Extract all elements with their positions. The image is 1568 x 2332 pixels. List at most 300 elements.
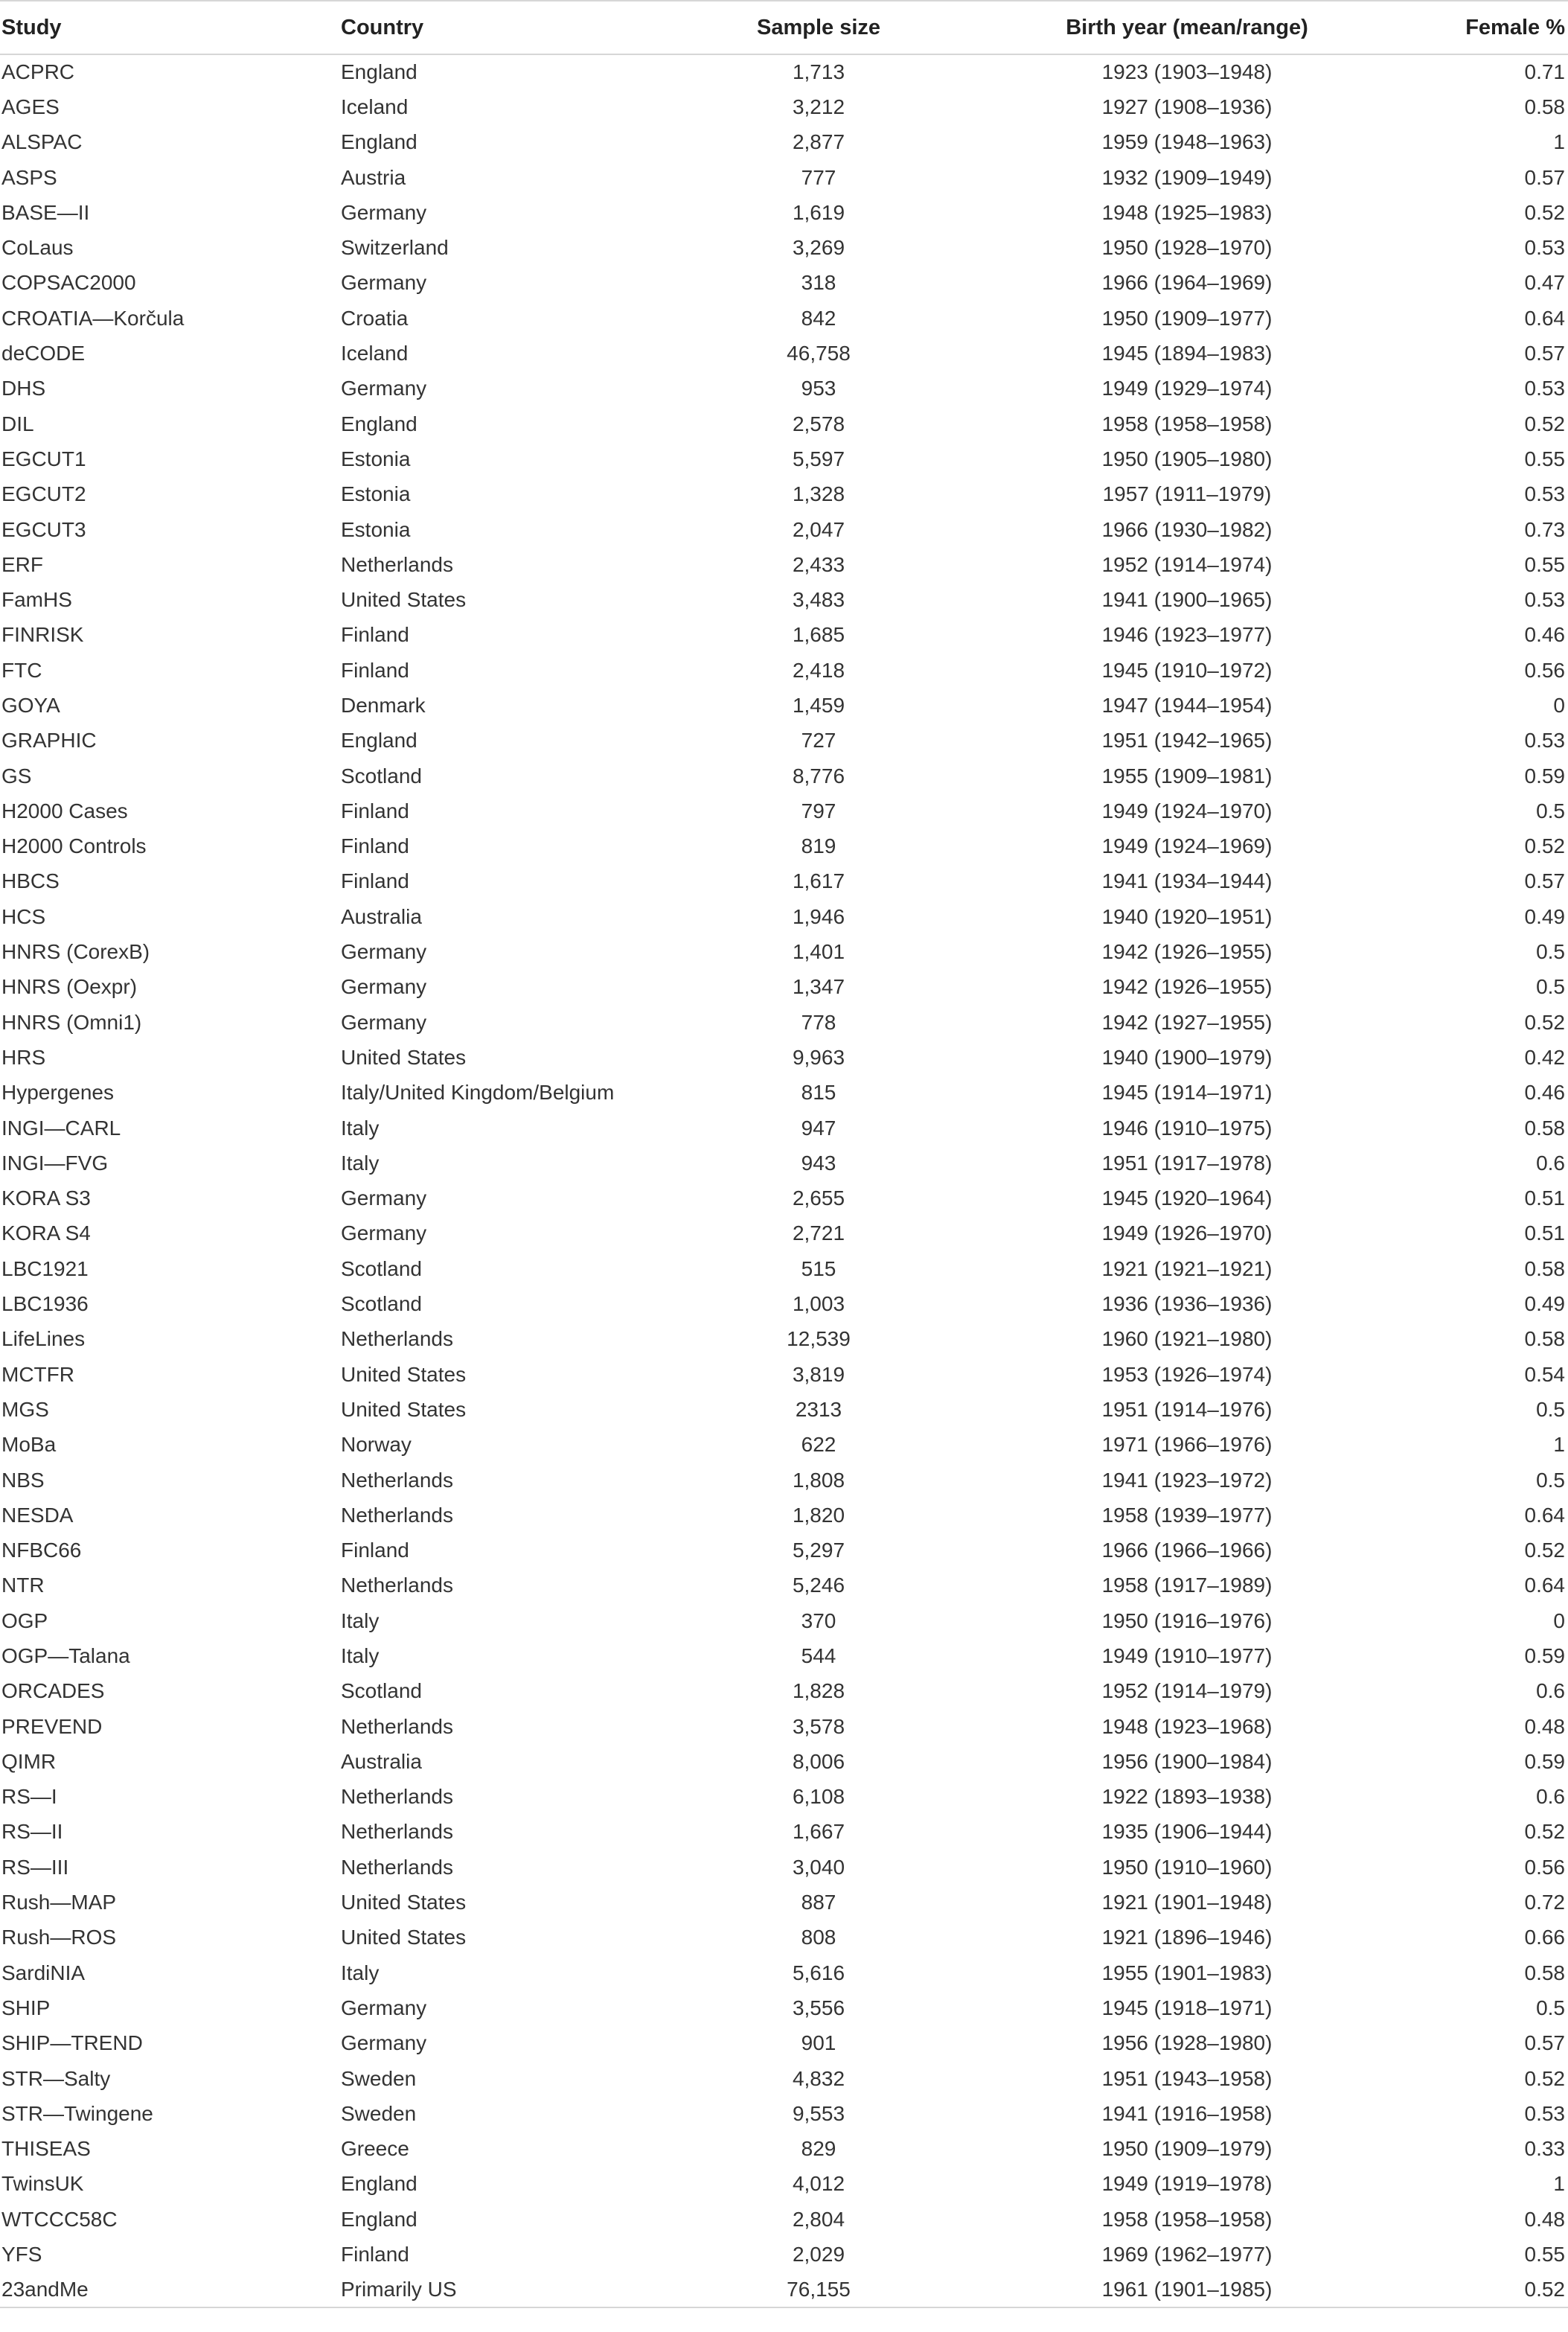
cell-country: Netherlands [341,1574,453,1597]
cell-birth-year: 1932 (1909–1949) [1101,165,1273,189]
table-row [0,1076,1568,1111]
cell-study: STR—Salty [1,2066,111,2090]
header-birth-year: Birth year (mean/range) [997,1,1377,54]
cell-country: Italy/United Kingdom/Belgium [341,1081,615,1105]
cell-birth-year: 1949 (1926–1970) [1101,1221,1273,1245]
cell-birth-year: 1942 (1927–1955) [1101,1010,1273,1034]
cell-country: Germany [341,1010,427,1034]
cell-sample-size: 9,553 [792,2101,845,2125]
cell-birth-year: 1950 (1909–1977) [1101,306,1273,330]
cell-study: KORA S3 [1,1186,91,1210]
cell-birth-year: 1949 (1919–1978) [1101,2172,1273,2196]
cell-country: Primarily US [341,2272,640,2307]
cell-female-percent: 0.55 [1524,552,1565,576]
table-row [0,1603,1568,1638]
cell-country: Germany [341,200,427,224]
cell-sample-size: 943 [801,1151,836,1175]
cell-country: United States [341,1926,467,1949]
cell-birth-year: 1966 (1966–1966) [1101,1539,1273,1562]
table-row [0,1357,1568,1392]
cell-female-percent: 0.48 [1524,2207,1565,2231]
cell-country: Iceland [341,342,409,365]
table-row [0,89,1568,124]
cell-sample-size: 1,946 [792,904,845,928]
cell-female-percent: 0.6 [1536,1679,1565,1703]
cell-country: Italy [341,1961,380,1984]
cell-birth-year: 1950 (1928–1970) [1101,236,1273,260]
cell-birth-year: 1921 (1901–1948) [1101,1891,1273,1914]
cell-study: 23andMe [0,2272,341,2307]
cell-birth-year: 1957 (1911–1979) [1102,482,1272,506]
cell-birth-year: 1958 (1958–1958) [1101,2207,1273,2231]
cell-sample-size: 2,721 [792,1221,845,1245]
cell-country: Italy [341,1116,380,1140]
cell-study: HNRS (Omni1) [1,1010,142,1034]
table-row [0,230,1568,265]
cell-female-percent: 0.57 [1524,2031,1565,2055]
cell-female-percent: 0.52 [1524,1820,1565,1844]
cell-sample-size: 829 [801,2137,836,2161]
cell-birth-year: 1948 (1923–1968) [1101,1714,1273,1738]
cell-female-percent: 0.58 [1524,1961,1565,1984]
cell-female-percent: 0.59 [1524,1644,1565,1667]
cell-country: Netherlands [341,1820,453,1844]
cell-female-percent: 0.53 [1524,729,1565,753]
cell-sample-size: 2,418 [792,658,845,682]
cell-sample-size: 1,619 [792,200,845,224]
table-row [0,2096,1568,2131]
cell-study: RS—I [1,1785,57,1809]
table-row [0,125,1568,160]
cell-birth-year: 1955 (1909–1981) [1101,764,1273,788]
table-row [0,934,1568,969]
cell-country: Estonia [341,482,411,506]
cell-birth-year: 1952 (1914–1979) [1101,1679,1273,1703]
cell-study: PREVEND [1,1714,103,1738]
cell-study: FTC [1,658,42,682]
cell-study: NFBC66 [1,1539,82,1562]
cell-sample-size: 1,685 [792,623,845,647]
cell-country: United States [341,1891,467,1914]
cell-country: United States [341,588,467,612]
header-female-percent: Female % [1377,1,1568,54]
cell-study: LBC1921 [1,1256,89,1280]
table-row [0,653,1568,688]
cell-sample-size: 1,828 [792,1679,845,1703]
cell-sample-size: 515 [801,1256,836,1280]
table-row [0,54,1568,89]
cell-birth-year: 1955 (1901–1983) [1101,1961,1273,1984]
cell-country: Netherlands [341,1503,453,1527]
cell-female-percent: 0.52 [1524,412,1565,435]
cell-study: DIL [1,412,34,435]
cell-study: HBCS [1,869,60,893]
cell-female-percent: 0.5 [1536,1468,1565,1492]
cell-country: England [341,412,417,435]
cell-birth-year: 1921 (1896–1946) [1101,1926,1273,1949]
cell-study: TwinsUK [1,2172,84,2196]
cell-birth-year: 1951 (1942–1965) [1101,729,1273,753]
cell-study: QIMR [1,1749,57,1773]
cell-country: Germany [341,1221,427,1245]
cell-birth-year: 1951 (1917–1978) [1101,1151,1273,1175]
table-row [0,1709,1568,1744]
cell-birth-year: 1951 (1914–1976) [1101,1397,1273,1421]
cell-study: GRAPHIC [1,729,97,753]
cell-study: LBC1936 [1,1292,89,1316]
cell-country: Italy [341,1644,380,1667]
cell-sample-size: 3,212 [792,95,845,118]
cell-sample-size: 953 [801,377,836,400]
cell-female-percent: 1 [1553,2172,1565,2196]
table-row [0,1146,1568,1181]
cell-country: Germany [341,1996,427,2019]
cell-sample-size: 5,597 [792,447,845,470]
cell-female-percent: 0.49 [1524,904,1565,928]
cell-female-percent: 0.72 [1524,1891,1565,1914]
cell-birth-year: 1966 (1930–1982) [1101,517,1273,541]
table-row [0,406,1568,441]
cell-female-percent: 0.47 [1524,271,1565,295]
cell-female-percent: 0.53 [1524,377,1565,400]
header-row [0,1,1568,54]
cell-sample-size: 12,539 [787,1327,851,1351]
cell-study: CROATIA—Korčula [1,306,185,330]
cell-study: KORA S4 [1,1221,91,1245]
cell-study: ASPS [1,165,57,189]
cell-female-percent: 0.52 [1524,200,1565,224]
cell-study: THISEAS [1,2137,91,2161]
cell-birth-year: 1941 (1923–1972) [1101,1468,1273,1492]
cell-study: CoLaus [1,236,74,260]
cell-sample-size: 819 [801,834,836,858]
cell-female-percent: 0.55 [1524,2243,1565,2266]
cell-female-percent: 0.59 [1524,1749,1565,1773]
table-row [0,2202,1568,2237]
cell-study: INGI—CARL [1,1116,121,1140]
cell-country: England [341,130,417,154]
cell-birth-year: 1948 (1925–1983) [1101,200,1273,224]
table-row [0,829,1568,864]
table-row [0,1780,1568,1815]
cell-sample-size: 901 [801,2031,836,2055]
cell-sample-size: 5,616 [792,1961,845,1984]
cell-country: Sweden [341,2066,417,2090]
cell-birth-year: 1961 (1901–1985) [997,2272,1377,2307]
cell-sample-size: 3,269 [792,236,845,260]
cell-birth-year: 1941 (1900–1965) [1101,588,1273,612]
cell-birth-year: 1960 (1921–1980) [1101,1327,1273,1351]
table-row [0,1638,1568,1673]
cell-sample-size: 9,963 [792,1045,845,1069]
cell-birth-year: 1921 (1921–1921) [1101,1256,1273,1280]
cell-country: Estonia [341,517,411,541]
table-row [0,1920,1568,1955]
cell-female-percent: 0.5 [1536,799,1565,822]
table-row [0,1815,1568,1850]
table-row [0,1286,1568,1321]
cell-sample-size: 2,804 [792,2207,845,2231]
table-row [0,477,1568,512]
table-row [0,371,1568,406]
cell-sample-size: 1,617 [792,869,845,893]
cell-birth-year: 1923 (1903–1948) [1101,60,1273,84]
cell-study: RS—III [1,1855,69,1879]
cell-study: COPSAC2000 [1,271,136,295]
cell-study: AGES [1,95,60,118]
cell-birth-year: 1927 (1908–1936) [1101,95,1273,118]
cell-sample-size: 4,012 [792,2172,845,2196]
cell-study: SHIP—TREND [1,2031,143,2055]
cell-country: Scotland [341,1256,422,1280]
cell-sample-size: 6,108 [792,1785,845,1809]
cell-birth-year: 1941 (1934–1944) [1101,869,1273,893]
cell-sample-size: 1,003 [792,1292,845,1316]
table-row [0,160,1568,195]
cell-sample-size: 46,758 [787,342,851,365]
cell-study: FamHS [1,588,72,612]
cell-study: Hypergenes [1,1081,114,1105]
cell-female-percent: 0.54 [1524,1362,1565,1386]
cell-country: Estonia [341,447,411,470]
cell-birth-year: 1950 (1916–1976) [1101,1609,1273,1632]
cell-female-percent: 0.49 [1524,1292,1565,1316]
cell-sample-size: 3,040 [792,1855,845,1879]
cell-birth-year: 1956 (1928–1980) [1101,2031,1273,2055]
table-row [0,2061,1568,2096]
cell-female-percent: 0.59 [1524,764,1565,788]
cell-female-percent: 0.46 [1524,1081,1565,1105]
cell-birth-year: 1958 (1958–1958) [1101,412,1273,435]
table-row [0,1181,1568,1216]
cell-female-percent: 0.48 [1524,1714,1565,1738]
cell-sample-size: 370 [801,1609,836,1632]
table-row [0,1955,1568,1990]
cell-study: deCODE [1,342,86,365]
cell-sample-size: 1,328 [792,482,845,506]
cell-female-percent: 0.53 [1524,588,1565,612]
cell-study: GS [1,764,32,788]
table-row [0,2026,1568,2061]
table-row [0,1428,1568,1463]
cell-country: Finland [341,834,409,858]
cell-sample-size: 2,655 [792,1186,845,1210]
cell-birth-year: 1950 (1910–1960) [1101,1855,1273,1879]
cell-birth-year: 1945 (1920–1964) [1101,1186,1273,1210]
table-row [0,2132,1568,2167]
cell-country: Germany [341,2031,427,2055]
cell-sample-size: 622 [801,1433,836,1457]
table-row [0,1885,1568,1920]
cell-birth-year: 1949 (1929–1974) [1101,377,1273,400]
cell-sample-size: 5,297 [792,1539,845,1562]
cell-sample-size: 947 [801,1116,836,1140]
cell-birth-year: 1942 (1926–1955) [1101,940,1273,964]
cell-country: Germany [341,975,427,999]
table-row [0,1216,1568,1251]
cell-birth-year: 1940 (1900–1979) [1101,1045,1273,1069]
cell-country: Italy [341,1609,380,1632]
cell-country: Finland [341,623,409,647]
cell-female-percent: 0.57 [1524,165,1565,189]
table-row [0,793,1568,828]
table-row [0,1744,1568,1779]
cell-birth-year: 1947 (1944–1954) [1101,693,1273,717]
cell-sample-size: 842 [801,306,836,330]
cell-sample-size: 777 [801,165,836,189]
cell-country: Scotland [341,1679,422,1703]
cell-female-percent: 0.53 [1524,482,1565,506]
table-row [0,1322,1568,1357]
cell-female-percent: 0.51 [1524,1186,1565,1210]
cell-birth-year: 1945 (1918–1971) [1101,1996,1273,2019]
cell-study: INGI—FVG [1,1151,109,1175]
cell-female-percent: 0.57 [1524,869,1565,893]
cell-study: GOYA [1,693,60,717]
table-row [0,1533,1568,1568]
table-row [0,2167,1568,2202]
cell-birth-year: 1941 (1916–1958) [1101,2101,1273,2125]
cell-country: Norway [341,1433,412,1457]
cell-study: NESDA [1,1503,74,1527]
table-row [0,1568,1568,1603]
cell-sample-size: 8,776 [792,764,845,788]
cell-sample-size: 3,819 [792,1362,845,1386]
cell-study: HNRS (Oexpr) [1,975,138,999]
cell-sample-size: 76,155 [640,2272,997,2307]
cell-study: NTR [1,1574,45,1597]
cell-female-percent: 0.51 [1524,1221,1565,1245]
cell-female-percent: 0.52 [1377,2272,1568,2307]
cell-female-percent: 0.64 [1524,306,1565,330]
cell-birth-year: 1945 (1914–1971) [1101,1081,1273,1105]
cell-study: HRS [1,1045,46,1069]
table-row [0,301,1568,336]
cell-sample-size: 727 [801,729,836,753]
cell-birth-year: 1949 (1910–1977) [1101,1644,1273,1667]
table-row [0,1463,1568,1498]
cell-female-percent: 0.33 [1524,2137,1565,2161]
cell-birth-year: 1945 (1894–1983) [1101,342,1273,365]
cell-study: OGP [1,1609,48,1632]
cell-country: Finland [341,869,409,893]
cell-country: United States [341,1362,467,1386]
cell-female-percent: 0 [1553,693,1565,717]
table-body [0,54,1568,2307]
cell-female-percent: 0.53 [1524,2101,1565,2125]
cell-country: Netherlands [341,1714,453,1738]
cell-birth-year: 1949 (1924–1969) [1101,834,1273,858]
cell-birth-year: 1942 (1926–1955) [1101,975,1273,999]
cell-birth-year: 1946 (1910–1975) [1101,1116,1273,1140]
table-row [0,1674,1568,1709]
cell-sample-size: 1,820 [792,1503,845,1527]
table-row [0,1251,1568,1286]
cell-sample-size: 1,401 [792,940,845,964]
cell-female-percent: 0.5 [1536,940,1565,964]
cell-country: Croatia [341,306,409,330]
cell-birth-year: 1946 (1923–1977) [1101,623,1273,647]
cell-sample-size: 3,556 [792,1996,845,2019]
cell-study: ORCADES [1,1679,105,1703]
cell-study: FINRISK [1,623,84,647]
cell-country: Finland [341,1539,409,1562]
cell-study: HNRS (CorexB) [1,940,150,964]
cell-country: United States [341,1397,467,1421]
cell-female-percent: 0.71 [1524,60,1565,84]
table-row [0,723,1568,758]
cell-birth-year: 1936 (1936–1936) [1101,1292,1273,1316]
cell-sample-size: 318 [801,271,836,295]
cell-country: Scotland [341,1292,422,1316]
cell-country: Finland [341,2243,409,2266]
cell-female-percent: 0.56 [1524,1855,1565,1879]
cell-sample-size: 1,713 [792,60,845,84]
cell-study: ERF [1,552,43,576]
cell-country: Scotland [341,764,422,788]
cell-study: YFS [1,2243,42,2266]
cell-study: SHIP [1,1996,51,2019]
cell-country: Australia [341,1749,422,1773]
cell-birth-year: 1966 (1964–1969) [1101,271,1273,295]
table-row [0,1392,1568,1427]
cell-study: Rush—ROS [1,1926,117,1949]
cell-female-percent: 0.42 [1524,1045,1565,1069]
table-row [0,864,1568,899]
cell-sample-size: 797 [801,799,836,822]
cell-female-percent: 0.55 [1524,447,1565,470]
table-row [0,618,1568,653]
cell-study: NBS [1,1468,45,1492]
cell-female-percent: 0.52 [1524,834,1565,858]
header-study: Study [0,1,341,54]
cell-birth-year: 1956 (1900–1984) [1101,1749,1273,1773]
cell-female-percent: 0.46 [1524,623,1565,647]
cell-sample-size: 2,433 [792,552,845,576]
table-row [0,970,1568,1005]
cell-sample-size: 1,347 [792,975,845,999]
cell-study: EGCUT2 [1,482,86,506]
cell-birth-year: 1922 (1893–1938) [1101,1785,1273,1809]
table-row [0,899,1568,934]
cell-study: ALSPAC [1,130,83,154]
table-row [0,1111,1568,1146]
cell-female-percent: 0.6 [1536,1151,1565,1175]
table-row [0,336,1568,371]
cell-country: Denmark [341,693,426,717]
cell-female-percent: 0.5 [1536,1996,1565,2019]
cell-study: H2000 Controls [1,834,147,858]
cell-birth-year: 1952 (1914–1974) [1101,552,1273,576]
cell-birth-year: 1951 (1943–1958) [1101,2066,1273,2090]
table-row [0,1498,1568,1533]
cell-sample-size: 3,578 [792,1714,845,1738]
cell-country: England [341,2207,417,2231]
cell-country: Netherlands [341,1468,453,1492]
cell-female-percent: 0.73 [1524,517,1565,541]
cell-country: Finland [341,799,409,822]
cell-sample-size: 4,832 [792,2066,845,2090]
cell-country: Italy [341,1151,380,1175]
cell-country: England [341,60,417,84]
cell-birth-year: 1940 (1920–1951) [1101,904,1273,928]
table-row [0,1990,1568,2025]
table-row [0,582,1568,617]
table-row [0,688,1568,723]
table-row [0,266,1568,301]
cell-female-percent: 1 [1553,130,1565,154]
cell-female-percent: 0.64 [1524,1503,1565,1527]
